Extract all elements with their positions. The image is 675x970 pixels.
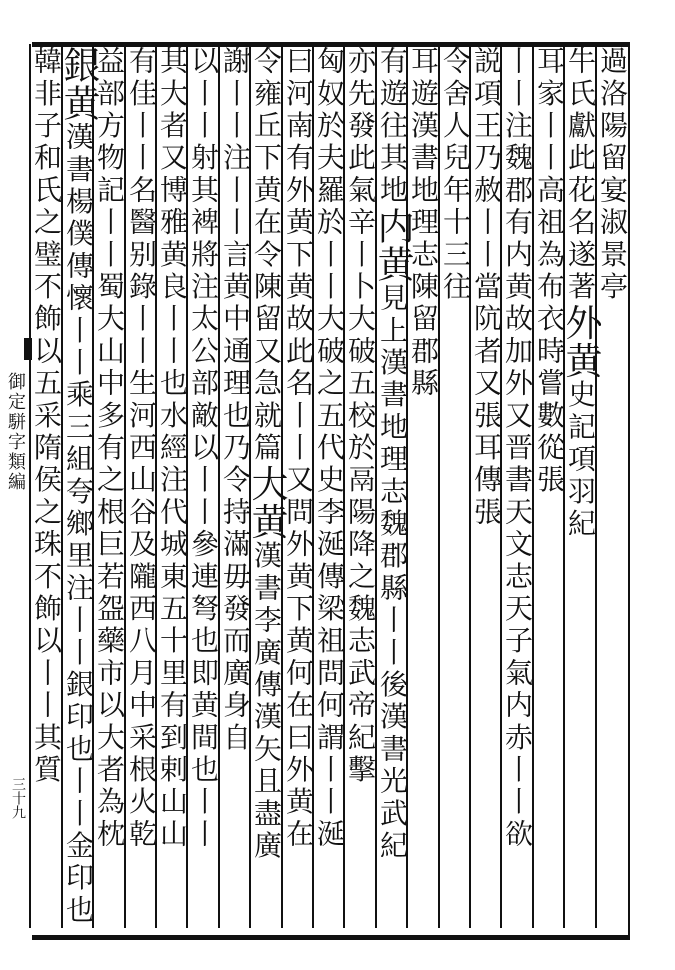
text-segment: 史記項羽紀 — [564, 379, 597, 541]
text-column — [594, 46, 630, 930]
text-segment: 匈奴於夫羅於丨丨大破之五代史李涎傳梁祖問何謂丨丨涎 — [313, 46, 346, 851]
text-column — [91, 46, 127, 930]
text-segment: 有遊往其地 — [376, 46, 409, 207]
text-column — [57, 46, 100, 930]
text-segment: 其大者又博雅黄良丨丨也水經注代城東五十里有到剌山山 — [156, 46, 189, 851]
text-column — [499, 46, 535, 930]
headword: 外黄 — [559, 303, 602, 380]
text-column — [217, 46, 253, 930]
headword: 銀黄 — [57, 46, 100, 122]
spine-page-number: 三十九 — [10, 777, 26, 819]
text-segment: 漢書楊僕傳懷丨丨乘三組夸鄉里注丨丨銀印也丨丨金印也 — [62, 122, 95, 927]
text-column — [531, 46, 567, 930]
text-segment: 丨丨注魏郡有内黄故加外又晋書天文志天子氣内赤丨丨欲 — [501, 46, 534, 851]
text-column — [468, 46, 504, 930]
text-column — [154, 46, 190, 930]
text-segment: 以丨丨射其裨將注太公部敵以丨丨參連弩也即黄間也丨丨 — [187, 46, 220, 851]
text-column — [185, 46, 221, 930]
text-column — [28, 46, 64, 930]
text-column — [245, 46, 288, 930]
text-segment: 耳遊漢書地理志陳留郡縣 — [407, 46, 440, 401]
text-segment: 漢書李廣傳漢矢且盡廣 — [250, 540, 283, 863]
text-column — [123, 46, 159, 930]
text-segment: 益部方物記丨丨蜀大山中多有之根巨若盌藥市以大者為枕 — [93, 46, 126, 851]
text-segment: 過洛陽留宴淑景亭 — [596, 46, 629, 304]
text-segment: 令雍丘下黄在令陳留又急就篇 — [250, 46, 283, 465]
text-column — [405, 46, 441, 930]
text-segment: 耳家丨丨高祖為布衣時嘗數從張 — [533, 46, 566, 497]
text-column — [371, 46, 414, 930]
text-column — [559, 46, 602, 930]
text-segment: 説項王乃赦丨丨當阬者又張耳傳張 — [470, 46, 503, 529]
text-column — [342, 46, 378, 930]
text-segment: 乃令持滿毋發而廣身自 — [219, 432, 252, 755]
text-segment: 辛丨卜大破五校於鬲陽降之魏志武帝紀擊 — [344, 207, 377, 787]
text-segment: 曰河南有外黄下黄故此名丨丨又問外黄下黄何在曰外黄在 — [282, 46, 315, 851]
text-segment: 見上漢書地理志魏郡縣丨丨後漢書光武紀 — [376, 283, 409, 863]
text-segment: 亦先發此氣 — [344, 46, 377, 207]
headword: 大黄 — [245, 464, 288, 541]
text-segment: 韓非子和氏之璧不飾以五采隋侯之珠不飾以丨丨其質 — [30, 46, 63, 787]
text-segment: 牛氏獻此花名遂著 — [564, 46, 597, 304]
text-segment: 謝丨丨注丨丨言黄中通理也 — [219, 46, 252, 433]
headword: 内黄 — [371, 207, 414, 283]
text-column — [311, 46, 347, 930]
spine-title: 御定駢字類編 — [5, 372, 26, 492]
text-segment: 有佳丨丨名醫别錄丨丨生河西山谷及隴西八月中采根火乾 — [125, 46, 158, 851]
text-column — [437, 46, 473, 930]
text-segment: 令舍人兒年十三往 — [439, 46, 472, 304]
